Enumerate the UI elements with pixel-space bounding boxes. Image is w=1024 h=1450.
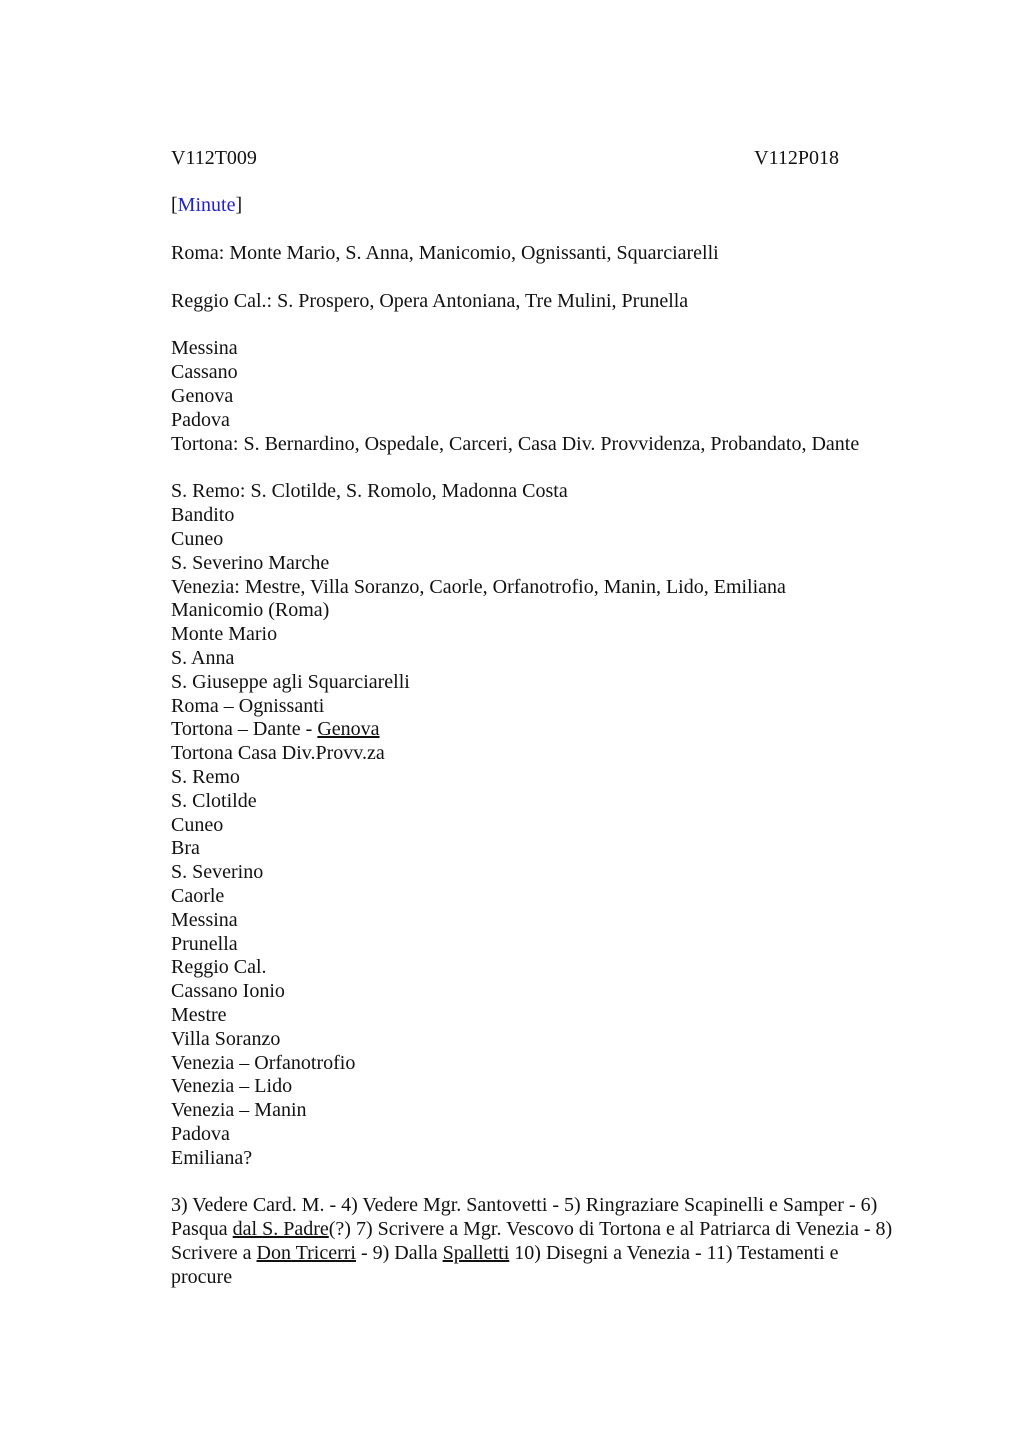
list-item: Manicomio (Roma) <box>171 599 330 622</box>
list-item: Reggio Cal. <box>171 956 267 979</box>
list-item: Messina <box>171 337 238 360</box>
underlined-spalletti: Spalletti <box>442 1242 510 1265</box>
list-item-tortona-dante: Tortona – Dante - Genova <box>171 718 380 741</box>
list-item: S. Remo: S. Clotilde, S. Romolo, Madonna Costa <box>171 480 568 503</box>
document-page <box>171 146 941 1290</box>
list-item: Tortona Casa Div.Provv.za <box>171 742 385 765</box>
notes-line: Scrivere a Don Tricerri - 9) Dalla Spalletti 10) Disegni a Venezia - 11) Testamenti e <box>171 1242 839 1265</box>
list-item: Roma – Ognissanti <box>171 694 325 717</box>
list-item: Mestre <box>171 1003 227 1026</box>
list-item: Tortona: S. Bernardino, Ospedale, Carceri, Casa Div. Provvidenza, Probandato, Dante <box>171 432 860 455</box>
list-item: Genova <box>171 384 234 407</box>
list-item: S. Severino Marche <box>171 551 330 574</box>
list-item: Venezia – Lido <box>171 1075 293 1098</box>
list-item: Padova <box>171 1122 230 1145</box>
group-two <box>171 480 941 1170</box>
underlined-genova: Genova <box>317 718 380 741</box>
list-item: Cuneo <box>171 813 224 836</box>
list-item: Villa Soranzo <box>171 1027 281 1050</box>
notes-line: Pasqua dal S. Padre(?) 7) Scrivere a Mgr. Vescovo di Tortona e al Patriarca di Venezia - 8) <box>171 1218 893 1241</box>
list-item: Caorle <box>171 884 225 907</box>
underlined-don-tricerri: Don Tricerri <box>256 1242 356 1265</box>
list-item: Venezia – Manin <box>171 1099 307 1122</box>
list-item: S. Anna <box>171 646 235 669</box>
list-item: Messina <box>171 908 238 931</box>
reggio-line: Reggio Cal.: S. Prospero, Opera Antoniana, Tre Mulini, Prunella <box>171 289 689 312</box>
list-item: Bandito <box>171 504 235 527</box>
list-item: S. Remo <box>171 765 240 788</box>
underlined-dal-s-padre: dal S. Padre <box>232 1218 329 1241</box>
list-item: S. Giuseppe agli Squarciarelli <box>171 670 410 693</box>
list-item: Venezia: Mestre, Villa Soranzo, Caorle, Orfanotrofio, Manin, Lido, Emiliana <box>171 575 786 598</box>
group-one <box>171 337 941 456</box>
list-item: Prunella <box>171 932 238 955</box>
notes-line: procure <box>171 1265 233 1288</box>
list-item: S. Clotilde <box>171 789 257 812</box>
left-code: V112T009 <box>171 147 257 169</box>
list-item: Venezia – Orfanotrofio <box>171 1051 356 1074</box>
minute-label: [Minute] <box>171 194 243 216</box>
list-item: S. Severino <box>171 861 264 884</box>
right-code: V112P018 <box>754 147 839 169</box>
list-item: Padova <box>171 408 230 431</box>
notes-line: 3) Vedere Card. M. - 4) Vedere Mgr. Santovetti - 5) Ringraziare Scapinelli e Samper - 6) <box>171 1194 878 1217</box>
minute-link[interactable]: Minute <box>177 194 236 216</box>
list-item: Monte Mario <box>171 623 278 646</box>
notes-paragraph <box>171 1194 931 1289</box>
document-header <box>171 146 839 170</box>
list-item: Emiliana? <box>171 1146 253 1169</box>
list-item: Bra <box>171 837 200 860</box>
list-item: Cassano Ionio <box>171 980 285 1003</box>
list-item: Cassano <box>171 361 238 384</box>
roma-line: Roma: Monte Mario, S. Anna, Manicomio, Ognissanti, Squarciarelli <box>171 241 719 264</box>
list-item: Cuneo <box>171 527 224 550</box>
